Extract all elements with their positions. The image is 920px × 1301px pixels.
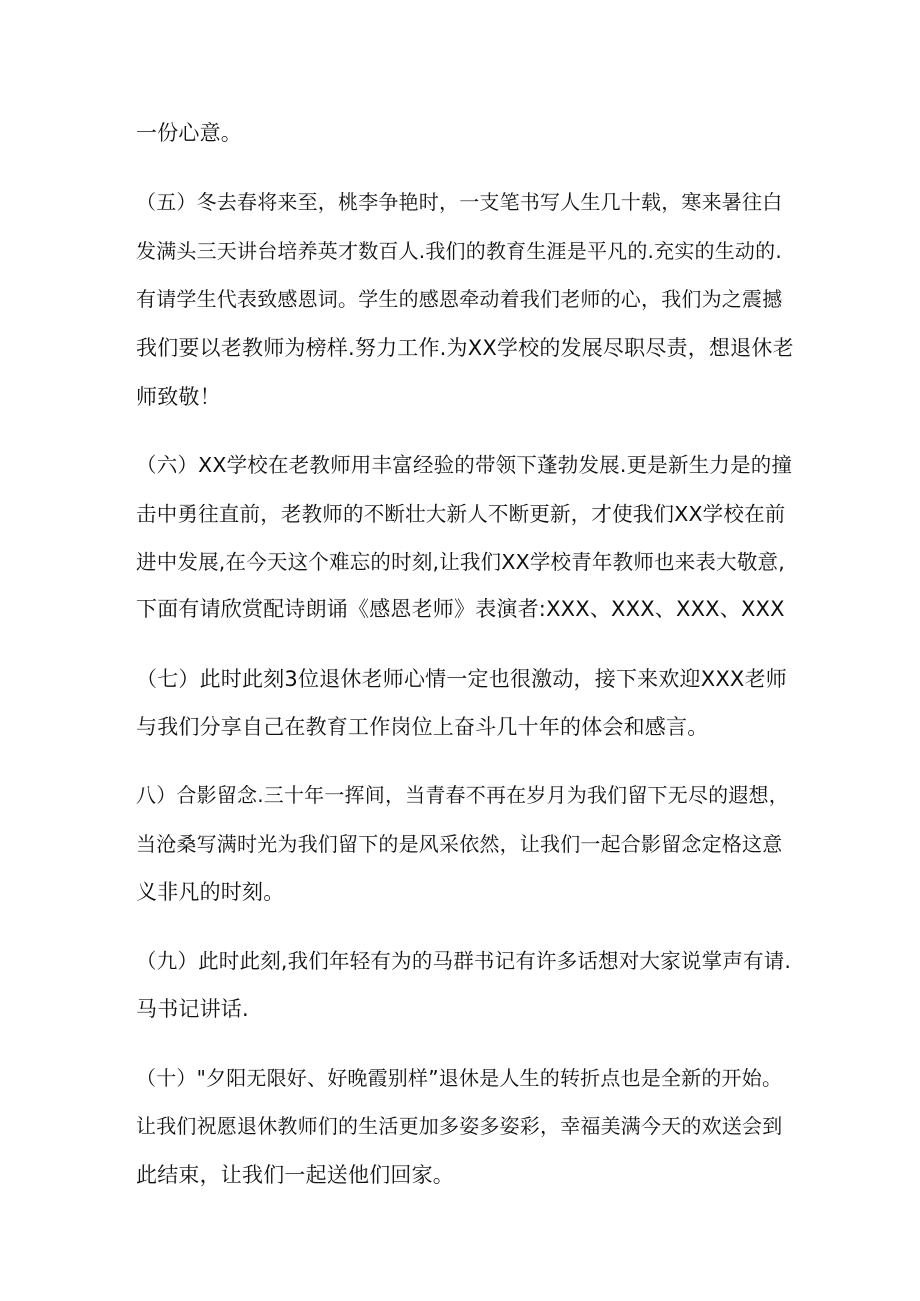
- paragraph-2-line-0: （六）XX学校在老教师用丰富经验的带领下蓬勃发展.更是新生力是的撞: [136, 453, 793, 477]
- paragraph-5-line-0: （九）此时此刻,我们年轻有为的马群书记有许多话想对大家说掌声有请.: [136, 949, 792, 973]
- paragraph-1-line-4: 师致敬！: [136, 385, 221, 409]
- paragraph-4-line-0: 八）合影留念.三十年一挥间，当青春不再在岁月为我们留下无尽的遐想，: [136, 783, 789, 807]
- paragraph-2-line-2: 进中发展,在今天这个难忘的时刻,让我们XX学校青年教师也来表大敬意,: [136, 550, 785, 574]
- paragraph-3-line-1: 与我们分享自己在教育工作岗位上奋斗几十年的体会和感言。: [136, 715, 709, 739]
- paragraph-1-line-0: （五）冬去春将来至，桃李争艳时，一支笔书写人生几十载，寒来暑往白: [136, 190, 783, 214]
- paragraph-2-line-3: 下面有请欣赏配诗朗诵《感恩老师》表演者:XXX、XXX、XXX、XXX: [136, 597, 785, 621]
- paragraph-4-line-2: 义非凡的时刻。: [136, 880, 285, 904]
- paragraph-5-line-1: 马书记讲话.: [136, 997, 249, 1021]
- paragraph-1-line-2: 有请学生代表致感恩词。学生的感恩牵动着我们老师的心，我们为之震撼: [136, 287, 783, 311]
- paragraph-1-line-1: 发满头三天讲台培养英才数百人.我们的教育生涯是平凡的.充实的生动的.: [136, 239, 782, 263]
- paragraph-6-line-0: （十）"夕阳无限好、好晚霞别样”退休是人生的转折点也是全新的开始。: [136, 1066, 783, 1090]
- paragraph-0-line-0: 一份心意。: [136, 121, 242, 145]
- paragraph-6-line-1: 让我们祝愿退休教师们的生活更加多姿多姿彩，幸福美满今天的欢送会到: [136, 1114, 783, 1138]
- paragraph-6-line-2: 此结束，让我们一起送他们回家。: [136, 1163, 454, 1187]
- paragraph-1-line-3: 我们要以老教师为榜样.努力工作.为XX学校的发展尽职尽责，想退休老: [136, 336, 794, 360]
- paragraph-2-line-1: 击中勇往直前，老教师的不断壮大新人不断更新，才使我们XX学校在前: [136, 502, 786, 526]
- paragraph-3-line-0: （七）此时此刻3位退休老师心情一定也很激动，接下来欢迎XXX老师: [136, 667, 787, 691]
- paragraph-4-line-1: 当沧桑写满时光为我们留下的是风采依然，让我们一起合影留念定格这意: [136, 832, 783, 856]
